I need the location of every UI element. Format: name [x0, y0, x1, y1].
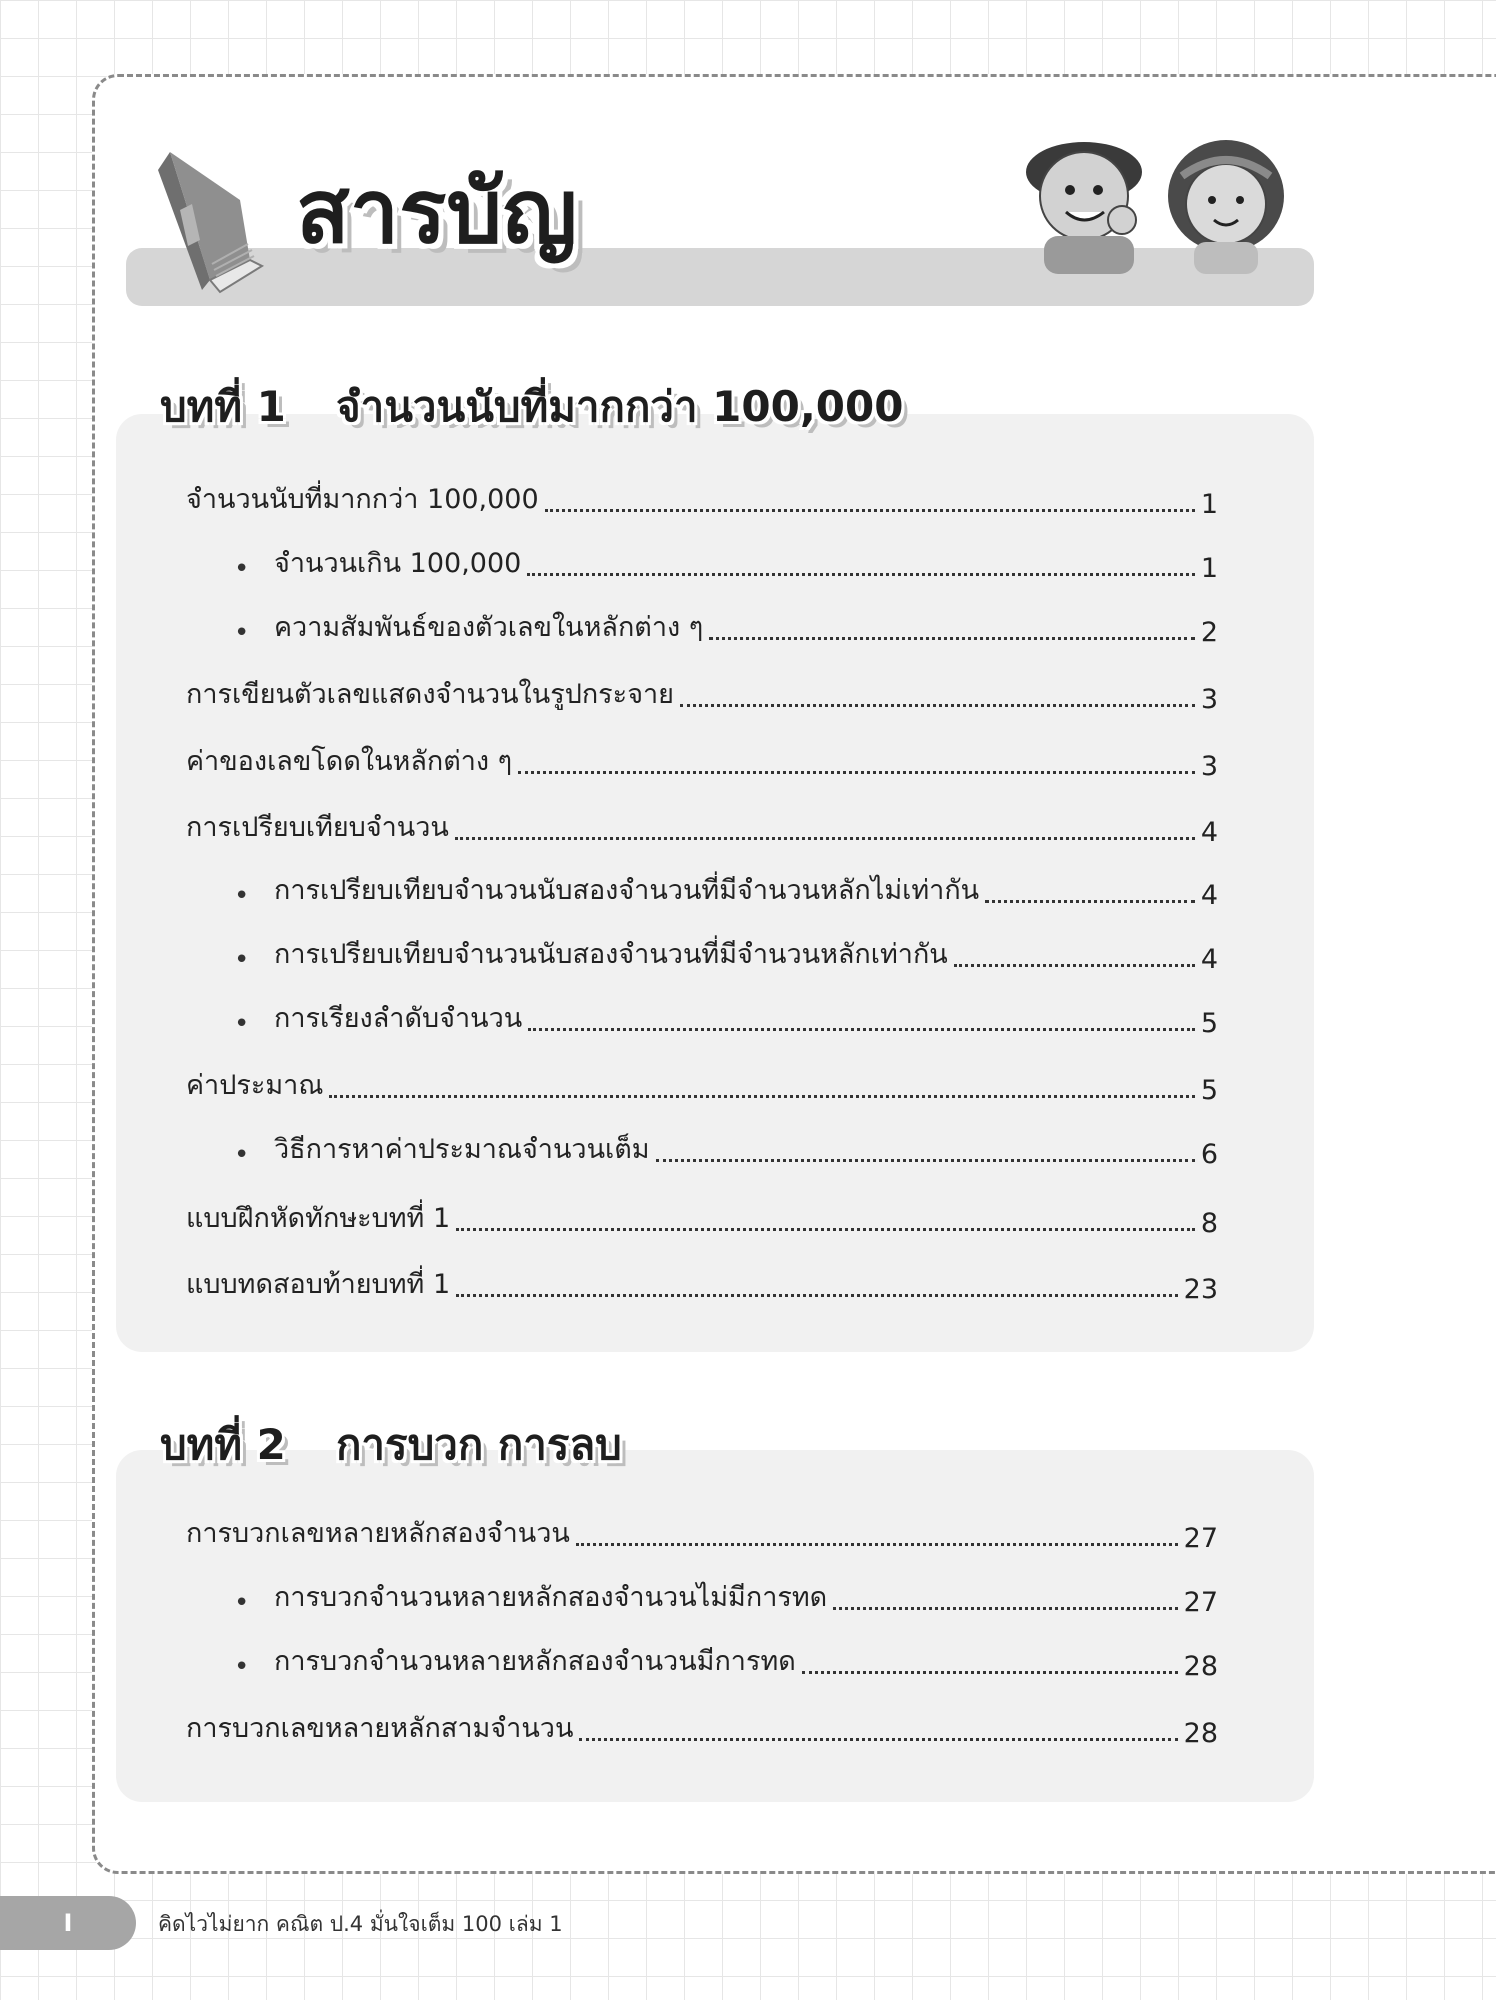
bullet-icon: • — [234, 1588, 250, 1618]
chapter-2-title: การบวก การลบ — [336, 1420, 622, 1469]
toc-item[interactable] — [186, 1199, 1218, 1239]
toc-page-number: 3 — [1200, 751, 1218, 782]
toc-page-number: 5 — [1200, 1008, 1218, 1039]
kids-illustration — [1014, 124, 1294, 274]
bullet-icon: • — [234, 881, 250, 911]
toc-item-text: ความสัมพันธ์ของตัวเลขในหลักต่าง ๆ — [274, 612, 704, 643]
toc-item-text: จำนวนนับที่มากกว่า 100,000 — [186, 484, 539, 515]
dot-leader — [455, 837, 1195, 840]
toc-item-text: การบวกเลขหลายหลักสองจำนวน — [186, 1518, 570, 1549]
toc-item[interactable] — [186, 675, 1218, 715]
toc-item[interactable] — [186, 742, 1218, 782]
dot-leader — [680, 704, 1195, 707]
toc-item-text: ค่าประมาณ — [186, 1070, 324, 1101]
toc-page-number: 6 — [1200, 1139, 1218, 1170]
toc-page-number: 27 — [1183, 1523, 1218, 1554]
toc-page-number: 4 — [1200, 817, 1218, 848]
book-icon — [140, 140, 280, 300]
toc-item-text: การเปรียบเทียบจำนวนนับสองจำนวนที่มีจำนวนหลักเท่ากัน — [274, 939, 948, 970]
dot-leader — [954, 964, 1195, 967]
toc-item-text: การบวกจำนวนหลายหลักสองจำนวนมีการทด — [274, 1646, 796, 1677]
toc-page-number: 28 — [1183, 1651, 1218, 1682]
bullet-icon: • — [234, 1009, 250, 1039]
toc-page-number: 8 — [1200, 1208, 1218, 1239]
bullet-icon: • — [234, 945, 250, 975]
toc-page-number: 4 — [1200, 944, 1218, 975]
toc-item-text: ค่าของเลขโดดในหลักต่าง ๆ — [186, 746, 513, 777]
toc-item[interactable] — [234, 1130, 1218, 1170]
toc-item[interactable] — [186, 1066, 1218, 1106]
toc-page-number: 27 — [1183, 1587, 1218, 1618]
chapter-1-title: จำนวนนับที่มากกว่า 100,000 — [336, 382, 904, 431]
toc-item[interactable] — [186, 1709, 1218, 1749]
footer-page-number: I — [63, 1909, 73, 1937]
chapter-2-heading — [160, 1420, 622, 1469]
toc-page-number: 23 — [1183, 1274, 1218, 1305]
toc-item[interactable] — [186, 1265, 1218, 1305]
dot-leader — [656, 1159, 1195, 1162]
dot-leader — [518, 771, 1195, 774]
toc-page-number: 5 — [1200, 1075, 1218, 1106]
dot-leader — [579, 1738, 1177, 1741]
dot-leader — [527, 573, 1194, 576]
toc-item[interactable] — [234, 608, 1218, 648]
dot-leader — [456, 1228, 1195, 1231]
toc-item[interactable] — [186, 1514, 1218, 1554]
toc-item-text: การเขียนตัวเลขแสดงจำนวนในรูปกระจาย — [186, 679, 674, 710]
toc-item-text: การบวกจำนวนหลายหลักสองจำนวนไม่มีการทด — [274, 1582, 828, 1613]
toc-page-number: 2 — [1200, 617, 1218, 648]
footer-page-tab — [0, 1896, 136, 1950]
toc-item[interactable] — [234, 1642, 1218, 1682]
dot-leader — [802, 1671, 1178, 1674]
dot-leader — [985, 900, 1195, 903]
dot-leader — [576, 1543, 1178, 1546]
chapter-2-label: บทที่ 2 — [160, 1420, 286, 1469]
bullet-icon: • — [234, 618, 250, 648]
chapter-1-heading — [160, 382, 904, 431]
dot-leader — [709, 637, 1195, 640]
dot-leader — [833, 1607, 1177, 1610]
toc-item-text: การเรียงลำดับจำนวน — [274, 1003, 523, 1034]
toc-item-text: การบวกเลขหลายหลักสามจำนวน — [186, 1713, 574, 1744]
bullet-icon: • — [234, 1140, 250, 1170]
toc-item[interactable] — [234, 544, 1218, 584]
toc-page-number: 1 — [1200, 489, 1218, 520]
chapter-2-box — [116, 1450, 1314, 1802]
dot-leader — [456, 1294, 1178, 1297]
toc-item-text: แบบทดสอบท้ายบทที่ 1 — [186, 1269, 451, 1300]
bullet-icon: • — [234, 1652, 250, 1682]
toc-item-text: แบบฝึกหัดทักษะบทที่ 1 — [186, 1203, 451, 1234]
toc-page-number: 1 — [1200, 553, 1218, 584]
toc-item-text: การเปรียบเทียบจำนวนนับสองจำนวนที่มีจำนวนหลักไม่เท่ากัน — [274, 875, 980, 906]
dot-leader — [528, 1028, 1195, 1031]
footer-book-title: คิดไวไม่ยาก คณิต ป.4 มั่นใจเต็ม 100 เล่ม 1 — [158, 1912, 563, 1936]
page-title: สารบัญ — [296, 160, 578, 263]
toc-item-text: วิธีการหาค่าประมาณจำนวนเต็ม — [274, 1134, 650, 1165]
toc-item-text: จำนวนเกิน 100,000 — [274, 548, 522, 579]
toc-item[interactable] — [234, 1578, 1218, 1618]
toc-item[interactable] — [234, 999, 1218, 1039]
bullet-icon: • — [234, 554, 250, 584]
toc-item[interactable] — [186, 808, 1218, 848]
toc-page-number: 3 — [1200, 684, 1218, 715]
toc-page-number: 4 — [1200, 880, 1218, 911]
toc-item[interactable] — [186, 480, 1218, 520]
chapter-1-label: บทที่ 1 — [160, 382, 286, 431]
toc-item[interactable] — [234, 935, 1218, 975]
toc-item-text: การเปรียบเทียบจำนวน — [186, 812, 449, 843]
dot-leader — [545, 509, 1195, 512]
dot-leader — [329, 1095, 1194, 1098]
toc-item[interactable] — [234, 871, 1218, 911]
toc-page-number: 28 — [1183, 1718, 1218, 1749]
